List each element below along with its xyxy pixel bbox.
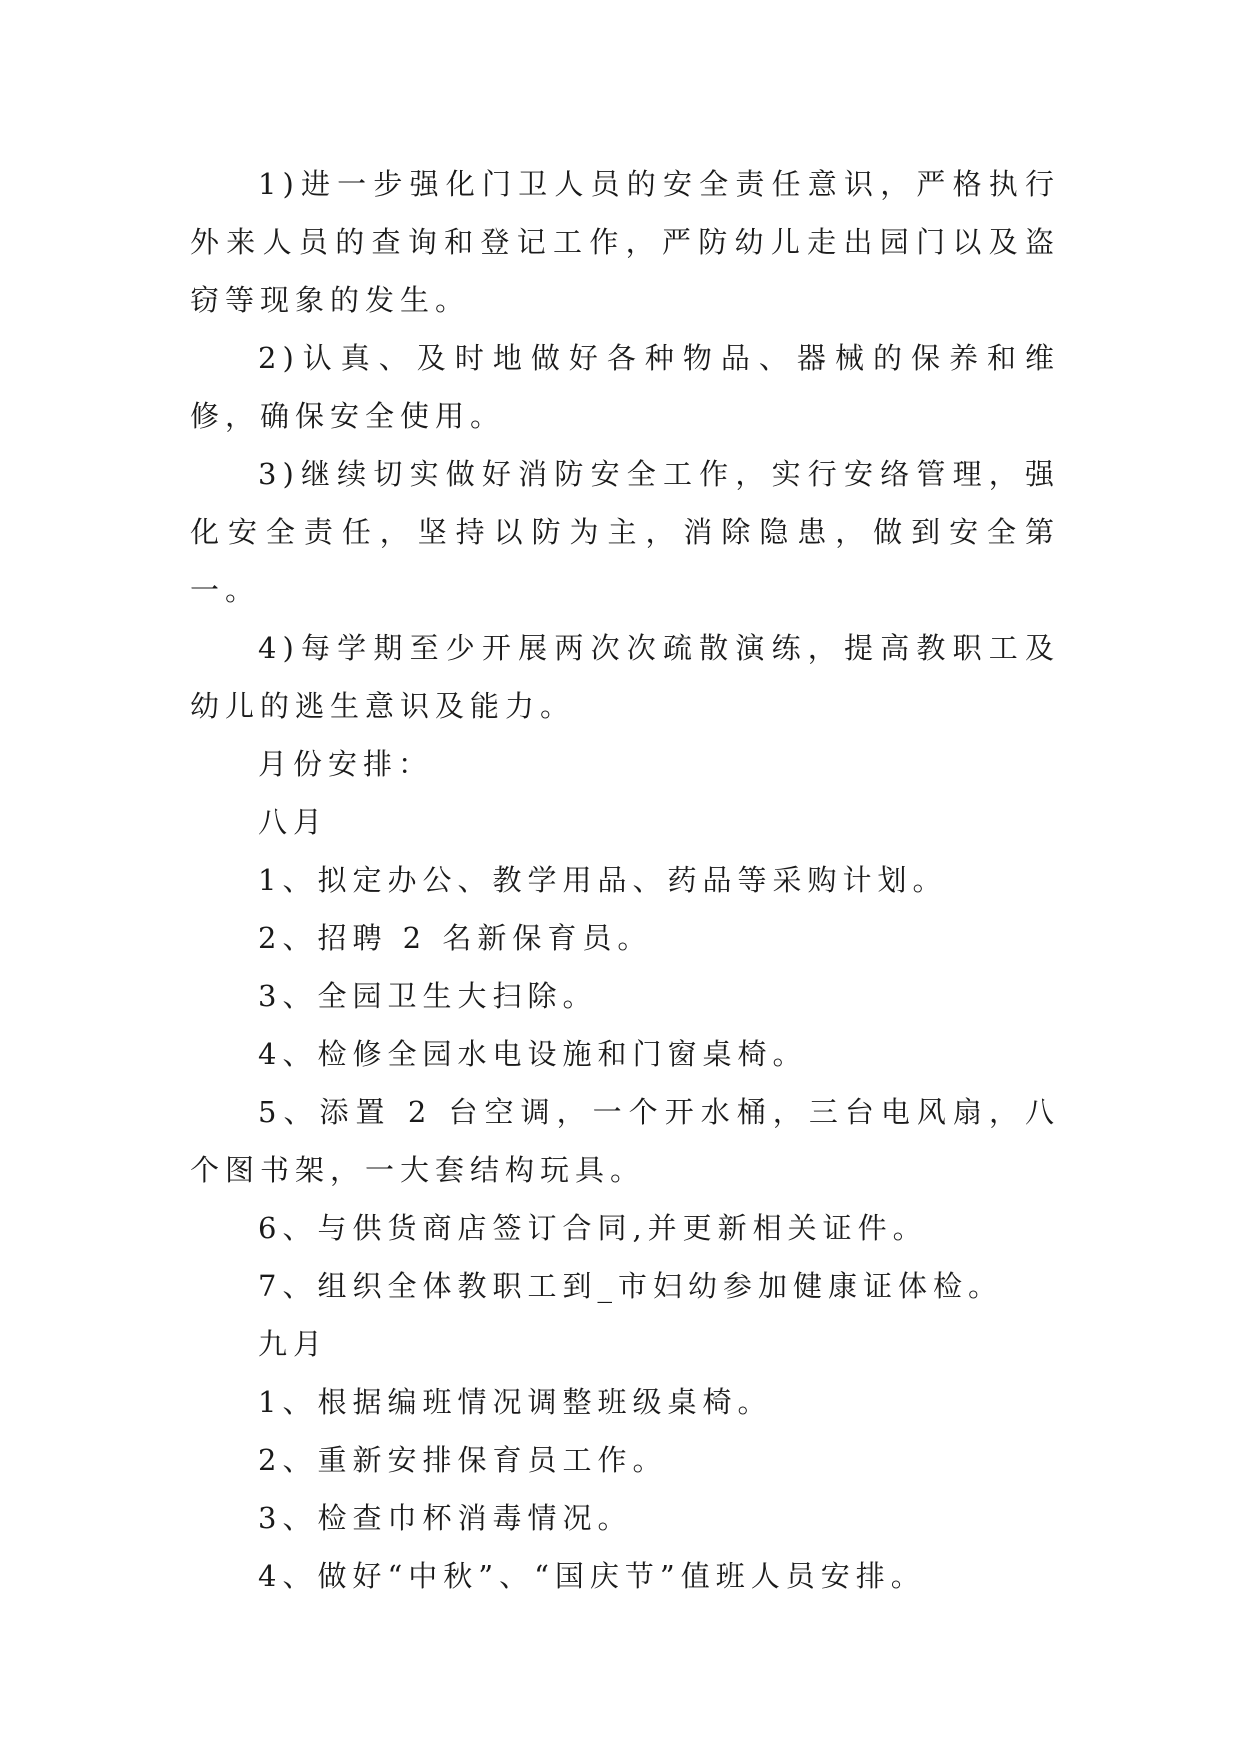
september-title: 九月 <box>258 1327 329 1361</box>
september-item-1: 1、根据编班情况调整班级桌椅。 <box>258 1385 773 1419</box>
august-item-7: 7、组织全体教职工到_市妇幼参加健康证体检。 <box>258 1269 1003 1303</box>
september-item-4: 4、做好“中秋”、“国庆节”值班人员安排。 <box>258 1559 926 1593</box>
schedule-heading: 月份安排： <box>258 747 434 781</box>
september-item-3: 3、检查巾杯消毒情况。 <box>258 1501 633 1535</box>
document-body <box>190 155 1060 1605</box>
safety-paragraph-2: 2)认真、及时地做好各种物品、器械的保养和维修，确保安全使用。 <box>190 341 1060 433</box>
august-item-3: 3、全园卫生大扫除。 <box>258 979 598 1013</box>
august-item-6: 6、与供货商店签订合同,并更新相关证件。 <box>258 1211 928 1245</box>
august-item-2: 2、招聘 2 名新保育员。 <box>258 921 653 955</box>
safety-paragraph-3: 3)继续切实做好消防安全工作，实行安络管理，强化安全责任，坚持以防为主，消除隐患，做到安全第一。 <box>190 457 1060 607</box>
august-item-4: 4、检修全园水电设施和门窗桌椅。 <box>258 1037 808 1071</box>
august-item-5: 5、添置 2 台空调，一个开水桶，三台电风扇，八个图书架，一大套结构玩具。 <box>190 1095 1060 1187</box>
august-item-1: 1、拟定办公、教学用品、药品等采购计划。 <box>258 863 948 897</box>
safety-paragraph-1: 1)进一步强化门卫人员的安全责任意识，严格执行外来人员的查询和登记工作，严防幼儿走出园门以及盗窃等现象的发生。 <box>190 167 1060 317</box>
august-title: 八月 <box>258 805 329 839</box>
safety-paragraph-4: 4)每学期至少开展两次次疏散演练，提高教职工及幼儿的逃生意识及能力。 <box>190 631 1060 723</box>
september-item-2: 2、重新安排保育员工作。 <box>258 1443 668 1477</box>
